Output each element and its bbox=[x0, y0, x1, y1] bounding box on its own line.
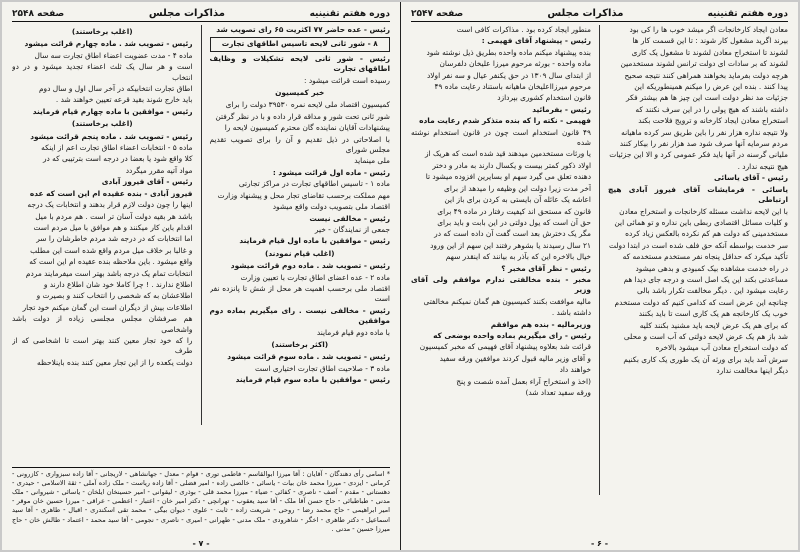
right-page bbox=[400, 2, 798, 550]
text-line: مالیه موافقت بکنند کمیسیون هم گمان نمیکنم مخالفتی bbox=[423, 296, 591, 306]
right-page-columns bbox=[411, 25, 788, 495]
text-line: است و هر سال یک ثلث اعضاء تجدید میشود و در دو انتخاب bbox=[12, 62, 193, 82]
text-line: پیشنهادات آقایان نماینده گان محترم کمیسیون لایحه را bbox=[224, 123, 390, 133]
text-line: انتخابات تمام یک درجه باشد بهتر است میفرمایند مردم bbox=[25, 268, 193, 278]
text-line: فیروز آبادی - بنده عقیده ام این است که عده bbox=[29, 188, 193, 198]
text-line: اینها را چون دولت لازم قرار بدهند و انتخابات یک درجه bbox=[27, 200, 193, 210]
text-line: لشوند تا استخراج معادن لشوند تا مشغول یک کاری bbox=[631, 47, 788, 57]
text-line: مستخدمینی که دولت هم کم نکرده بالعکس زیاد کرده bbox=[625, 229, 788, 239]
text-line: با این لایحه نداشت مسئله کارخانجات و استخراج معادن bbox=[619, 206, 788, 216]
text-line: رئیس - پیشنهاد آقای فهیمی : bbox=[481, 36, 591, 46]
text-line: رئیس - ماده اول قرائت میشود : bbox=[272, 167, 390, 177]
text-line: اقتصاد ملی بتصویب دولت واقع میشود bbox=[272, 202, 390, 212]
text-line: بیرند اگرید مشغول کار شوند : تا این قسمت کار ها bbox=[632, 36, 788, 46]
left-page-header bbox=[12, 8, 390, 22]
text-line: مهم مملکت برحسب تقاضای تجار محل و پیشنهاد وزارت bbox=[217, 190, 390, 200]
text-line: رئیس - مخالفی نیست bbox=[309, 213, 390, 223]
text-line: هم صرفشان مجلس مجلسی زیاده از دولت باشد واشخاصی bbox=[12, 314, 193, 334]
text-line: مواد آتیه مقرر میگردد bbox=[125, 165, 193, 175]
text-line: سرش آمد باید برای ورثه آن یک طوری یک کاری بکنیم bbox=[623, 354, 788, 364]
text-line: واقع میشود . باین ملاحظه بنده عقیده ام این است که bbox=[29, 257, 193, 267]
text-line: تأکید میکرد که حداقل پنجاه نفر مستخدم مستخدمه که bbox=[622, 252, 788, 262]
text-line: ماده ۴ - مدت عضویت اعضاء اطاق تجارت سه سال bbox=[34, 50, 193, 60]
left-page-columns bbox=[12, 25, 390, 425]
column-divider bbox=[201, 25, 202, 425]
text-line: جزئیات مد نظر دولت است این چیز ها هم بیشتر فکر bbox=[625, 93, 788, 103]
text-line: و آقای وزیر مالیه قبول کردند موافقین ورقه سفید bbox=[439, 353, 591, 363]
text-line: و غالبا بر خلاف میل مردم واقع شده است این مطلب bbox=[30, 245, 193, 255]
text-line: رئیس - موافقین با ماده چهارم قیام فرمایند bbox=[32, 106, 193, 116]
text-line: اقتصاد ملی برحسب اهمیت هر محل از شش تا پانزده نفر است bbox=[209, 283, 390, 304]
left-page-number: - ۷ - bbox=[192, 539, 210, 548]
text-line: ماده ۱ - تاسیس اطاقهای تجارت در مراکز تجارتی bbox=[238, 179, 390, 189]
text-line: رئیس - موافقین با ماده اول قیام فرمایند bbox=[239, 236, 390, 246]
text-line: (اغلب برخاستند) bbox=[71, 27, 133, 36]
text-line: داشته باشد . bbox=[551, 308, 591, 318]
left-page-column-right bbox=[210, 25, 391, 425]
text-line: در راه خدمت مشاهده بیک کمبودی و بدهی میشود bbox=[635, 263, 788, 273]
right-page-header bbox=[411, 8, 788, 22]
text-line: که برای هم یک عرض لایحه باید مشنید بکنند کلیه bbox=[639, 320, 788, 330]
text-line: (اغلب برخاستند) bbox=[71, 119, 133, 129]
text-line: قرائت شد بعلاوه پیشنهاد آقای فهیمی که مخبر کمیسیون bbox=[419, 342, 591, 352]
text-line: ماده ۵ - انتخابات اعضاء اطاق تجارت اعم از اینکه bbox=[41, 143, 193, 153]
text-line: داشته باشند که هیچ پولی را در این سرف نکنند که bbox=[635, 104, 788, 114]
text-line: رئیس - آقای یاسائی bbox=[713, 173, 788, 183]
text-line: باید خارج شوند بقید قرعه تعیین خواهند شد . bbox=[55, 95, 193, 105]
right-page-column-right bbox=[608, 25, 788, 495]
text-line: ۲۱ سال رسیدند یا بشوهر رفتند این سهم از این ورود bbox=[430, 240, 591, 250]
text-line: رئیس - موافقین با ماده سوم قیام فرمایند bbox=[235, 375, 390, 385]
text-line: دیگر اینها مخالفت ندارد bbox=[716, 366, 788, 376]
text-line: ۸ - شور ثانی لایحه تاسیس اطاقهای تجارت bbox=[210, 37, 391, 51]
text-line: مساعدتی بکند این یک اصل است و درجه جای دیدا هم bbox=[623, 274, 788, 284]
text-line: خبر کمیسیون bbox=[275, 88, 325, 98]
text-line: مخبر - بنده مخالفتی ندارم موافقم ولی آقای وزیر bbox=[411, 274, 591, 295]
text-line: ولا نتیجه نداره هزار نفر را باین طریق سر کرده ماهیانه bbox=[621, 127, 788, 137]
text-line: با ماده دوم قیام فرمایند bbox=[316, 327, 390, 337]
text-line: رعایت میشود این . دیگر مخالفت تکرار باشد بالی bbox=[637, 286, 788, 296]
text-line: اما انتخابات که در درجه شد مردم خاطرشان را سر bbox=[36, 234, 193, 244]
text-line: باشد هر بقیه دولت آسان تر است . هم مردم با میل bbox=[35, 211, 193, 221]
text-line: اقدام باین کار میکنند و هم موافق با میل مردم است bbox=[33, 222, 193, 232]
text-line: سر خدمت بواسطه آنکه حق فلف شده است در ابتدا دولت bbox=[608, 240, 788, 250]
left-header-volume: دوره هفتم تقنینیه bbox=[309, 8, 390, 19]
text-line: ماده ۳ - صلاحیت اطاق تجارت اختیاری است bbox=[255, 363, 390, 373]
right-header-volume: دوره هفتم تقنینیه bbox=[707, 8, 788, 19]
text-line: جمعی از نمایندگان - خیر bbox=[314, 224, 390, 234]
text-line: (اغلب قیام نمودند) bbox=[264, 248, 335, 258]
text-line: رئیس - بفرمائید bbox=[532, 104, 591, 114]
text-line: فهیمی - نکته را که بنده متذکر شدم رعایت ماده bbox=[419, 116, 591, 126]
text-line: چنانچه این عرض است که کدامی کنیم که دولت مستخدم bbox=[614, 297, 788, 307]
text-line: اطلاعات بیش از دیگران است این گمان میکنم خود تجار bbox=[22, 302, 193, 312]
text-line: مرحوم میرزااعلیخان ماهیانه باستناد رعایت ماده ۴۹ bbox=[434, 82, 591, 92]
text-line: وزیرمالیه - بنده هم موافقم bbox=[490, 319, 591, 329]
text-line: رئیس - رای میگیریم بماده واحده بوضعی که bbox=[433, 330, 591, 340]
text-line: اطلاعشان به که شخصی را انتخاب کنند و بصیرت و bbox=[36, 291, 193, 301]
right-header-title: مذاکرات مجلس bbox=[547, 8, 624, 19]
text-line: شور ثانی تحت شور و مداقه قرار داده و با در نظر گرفتن bbox=[215, 111, 390, 121]
text-line: رئیس - شور ثانی لایحه تشکیلات و وظایف اطاقهای تجارت bbox=[209, 53, 390, 74]
text-line: ملی مینماید bbox=[354, 156, 390, 166]
text-line: لشوند که بر سادات ای دولت ترانس لشوند مستخدمین bbox=[620, 59, 788, 69]
text-line: رئیس - مخالفی نیست . رای میگیریم بماده دوم موافقین bbox=[209, 305, 390, 326]
text-line: خوب یک کارخانجه هم یک کاری است تا باید بکنند bbox=[638, 309, 788, 319]
text-line: از ابتدای سال ۱۳۰۹ در حق یکنفر عیال و سه نفر اولاد bbox=[427, 70, 591, 80]
text-line: اولاد ذکور کمتر بیست و یکسال دارند به مادر و دختر bbox=[432, 160, 591, 170]
text-line: منطور ایجاد کرده بود . مذاکرات کافی است bbox=[456, 25, 591, 34]
text-line: آخر مدت زیرا دولت این وظیفه را میدهد از برای bbox=[444, 183, 591, 193]
right-page-number: - ۶ - bbox=[590, 539, 609, 548]
text-line: مگر یک دخترش بعد است گفت آن داده است که در bbox=[434, 229, 591, 239]
text-line: شد باز هم یک عرض لایحه دولتی که آب است و محلی bbox=[623, 331, 788, 341]
text-line: ماده ۲ - عده اعضای اطاق تجارت با تعیین وزارت bbox=[240, 272, 390, 282]
text-line: رئیس - آقای فیروز آبادی bbox=[101, 177, 193, 187]
voters-footnote: * اسامی رأی دهندگان - آقایان : آقا میرزا ابوالقاسم - فاطمی توری - قوام - معدل - جهانشاهی - لاریجانی - آقا زاده سبزواری - کازرونی - کرمانی - ایزدی - میرزا محمد خان بیات - یاسائی - خالصی زاده - امیر فضلی - آقا زاده ریاست - ملک زاده آملی - ثقة الاسلامی - حیدری - دهستانی - مقدم - آصف - ناصری - کفائی - ضیاء - میرزا محمد قلی - بوذری - لیقوانی - امیر حسینخان ایلخان - یاسائی - شیروانی - ملک مدنی - طباطبائی - حاج حسن آقا ملک - آقا سید یعقوب - تهرانچی - دکتر امیر خان - اعتبار - اعظمی - عراقی - میرزا حسین خان موقر - امیر ابراهیمی - حاج محمد رضا - روحی - شریعت زاده - ثابت - علوی - دیوان بیگی - محمد تقی اسکندری - اقبال - طاهری - آقا سید اسماعیل - دکتر طاهری - اخگر - شاهرودی - ملک مدنی - طهرانی - امیری - ناصری - نجومی - آقا سید محمد - اعتماد - طالش خان - حاج میرزا حسین - مدنی . bbox=[12, 467, 390, 534]
text-line: خواهند داد bbox=[559, 365, 591, 375]
text-line: رئیس - تصویب شد . ماده پنجم قرائت میشود bbox=[30, 131, 193, 141]
text-line: قانون استخدام کشوری بپردازد bbox=[497, 93, 591, 103]
text-line: ملیانی گرسنه در آنها باید فکر عمومی کرد و الا این جزئیات bbox=[609, 150, 788, 160]
text-line: یاسائی - فرمایشات آقای فیروز آبادی هیچ ارتباطی bbox=[608, 184, 788, 205]
text-line: که دولت استخراج معادن آب میشود بالاخره bbox=[655, 343, 788, 353]
text-line: و کلیات مسائل اقتصادی ربطی باین نداره و تو همائی این bbox=[614, 217, 788, 227]
text-line: خیال بالاخره این که بآذر به بیانند که اینقدر سهم bbox=[445, 252, 591, 262]
left-header-title: مذاکرات مجلس bbox=[148, 8, 225, 19]
text-line: رسیده است قرائت میشود : bbox=[303, 75, 390, 85]
text-line: یا ورثات مستخدمین میدهند قید شده است که هریک از bbox=[424, 149, 591, 159]
text-line: هیچ نتیجه ندارد . bbox=[737, 161, 788, 171]
right-header-page: صفحه ۲۵۴۷ bbox=[411, 8, 464, 19]
text-line: استخراج معادن ایجاد کارخانه و ترویج فلاحت بکند bbox=[638, 116, 788, 126]
text-line: (اکثر برخاستند) bbox=[271, 339, 329, 349]
text-line: قانون که مستحق اند کیفیت رفتار در ماده ۴۹ برای bbox=[437, 206, 591, 216]
text-line: ورقه سفید تعداد شد) bbox=[525, 388, 591, 397]
text-line: حق آن است که یول دولتی در این بابت و باید برای bbox=[437, 217, 591, 227]
text-line: رئیس - تصویب شد . ماده چهارم قرائت میشود bbox=[24, 39, 193, 49]
text-line: رئیس - نظر آقای مخبر ؟ bbox=[501, 263, 591, 273]
left-page bbox=[2, 2, 400, 550]
left-page-column-left bbox=[12, 25, 193, 425]
text-line: کمیسیون اقتصاد ملی لایحه نمره ۳۹۵۳۰ دولت را برای bbox=[225, 100, 390, 110]
text-line: اطلاع ندارند . ! چرا کاملا خود شان اطلاع دارند و bbox=[43, 279, 193, 289]
right-page-column-left bbox=[411, 25, 591, 495]
column-divider bbox=[599, 25, 600, 495]
text-line: اعاشه یک عائله آن بایستی به کردن برای باز این bbox=[444, 195, 591, 205]
text-line: معادن ایجاد کارخانجات اگر میشد خوب ها را کی بود bbox=[629, 25, 788, 34]
document-spread bbox=[2, 2, 798, 550]
text-line: دهنده تعلق می گیرد سهم او بسایرین افزوده میشود تا bbox=[425, 172, 591, 182]
text-line: رئیس - تصویب شد . ماده دوم قرائت میشود bbox=[230, 261, 390, 271]
text-line: بنده پیشنهاد میکنم ماده واحده بطریق ذیل نوشته شود bbox=[426, 47, 591, 57]
text-line: را که خود تجار معین کنند بهتر است تا اشخاصی که از طرف bbox=[12, 335, 193, 356]
text-line: ۴۹ قانون استخدام است چون در قانون استخدام نوشته شده bbox=[411, 127, 591, 148]
left-header-page: صفحه ۲۵۴۸ bbox=[12, 8, 65, 19]
text-line: کلا واقع شود یا بعضا در درجه است بترتیبی که در bbox=[42, 154, 193, 164]
text-line: مردم سرمایه آنها صرف شود صد هزار نفر را بیکار کنند bbox=[619, 139, 788, 149]
text-line: اطاق تجارت انتخابیکه در آخر سال اول و سال دوم bbox=[38, 84, 193, 94]
text-line: پیدا کنند . بنده این عرض را میکنم همینطوریکه این bbox=[634, 82, 788, 92]
text-line: دولت یکعده را از این تجار معین کنند بنده باینلاحظه bbox=[37, 357, 193, 367]
text-line: رئیس - عده حاضر ۷۷ اکثریت ۶۵ رای تصویب شد bbox=[216, 25, 390, 34]
text-line: رئیس - تصویب شد . ماده سوم قرائت میشود bbox=[227, 352, 390, 362]
text-line: (اخذ و استخراج آراء بعمل آمده شصت و پنج bbox=[456, 376, 591, 386]
text-line: با اصلاحاتی در ذیل تقدیم و آن را برای تصویب تقدیم مجلس شورای bbox=[209, 134, 390, 155]
text-line: هرچه دولت بفرماید بخواهند همراهی کنند نتیجه صحیح bbox=[624, 70, 788, 80]
text-line: ماده واحده - بورثه مرحوم میرزا علیخان دلفرسان bbox=[439, 59, 591, 69]
